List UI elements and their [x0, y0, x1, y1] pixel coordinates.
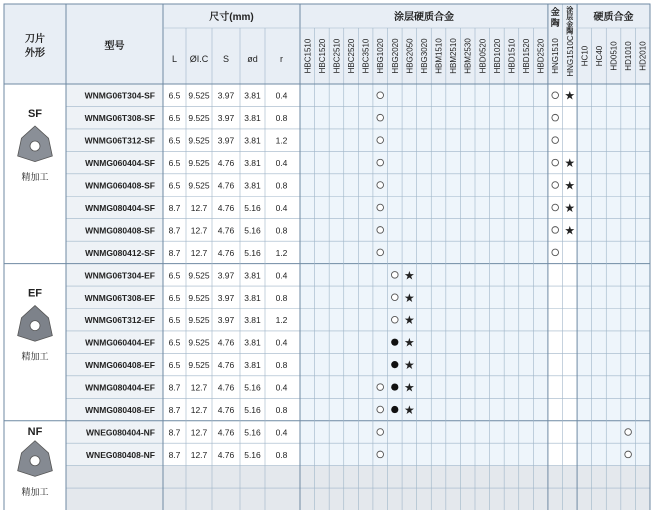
coated-cermet-header-0: 涂 — [566, 7, 574, 14]
dim-header-3: ød — [247, 54, 258, 64]
dim-cell: 0.8 — [275, 405, 288, 416]
star-mark: ★ — [403, 335, 415, 350]
dim-cell: 9.525 — [188, 270, 210, 281]
filled-circle-mark — [391, 383, 398, 390]
model-cell: WNMG080408-EF — [85, 405, 155, 416]
open-circle-mark — [377, 114, 384, 121]
open-circle-mark — [377, 92, 384, 99]
dim-cell: 8.7 — [168, 382, 181, 393]
dim-cell: 3.97 — [217, 270, 235, 281]
model-cell: WNMG060404-EF — [85, 337, 155, 348]
dim-cell: 9.525 — [188, 113, 210, 124]
star-mark: ★ — [564, 156, 576, 171]
open-circle-mark — [552, 159, 559, 166]
dim-cell: 1.2 — [275, 247, 288, 258]
open-circle-mark — [391, 316, 398, 323]
dim-header-2: S — [222, 54, 230, 64]
dim-cell: 12.7 — [190, 449, 208, 460]
model-cell: WNEG080404-NF — [86, 427, 155, 438]
model-cell: WNMG06T308-EF — [84, 292, 155, 303]
dim-cell: 8.7 — [168, 202, 181, 213]
model-cell: WNMG080404-EF — [85, 382, 155, 393]
star-mark: ★ — [403, 358, 415, 373]
dim-cell: 0.4 — [275, 337, 288, 348]
dim-cell: 8.7 — [168, 427, 181, 438]
dim-cell: 3.97 — [217, 90, 235, 101]
dim-cell: 0.4 — [275, 270, 288, 281]
dim-cell: 0.4 — [275, 202, 288, 213]
dim-cell: 9.525 — [188, 292, 210, 303]
dim-cell: 5.16 — [244, 225, 261, 236]
filled-circle-mark — [391, 339, 398, 346]
grade-header-hbd1520: HBD1520 — [522, 38, 532, 74]
group-code-nf: NF — [27, 425, 43, 438]
open-circle-mark — [377, 384, 384, 391]
dim-cell: 3.81 — [244, 90, 261, 101]
dim-cell: 8.7 — [168, 225, 181, 236]
star-mark: ★ — [403, 403, 415, 418]
model-cell: WNMG06T304-SF — [84, 90, 155, 101]
dim-header-4: r — [280, 54, 283, 64]
dim-cell: 3.81 — [244, 292, 261, 303]
dim-cell: 8.7 — [168, 405, 181, 416]
dim-cell: 3.81 — [244, 337, 261, 348]
dim-cell: 0.8 — [275, 292, 288, 303]
star-mark: ★ — [403, 380, 415, 395]
dim-cell: 0.4 — [275, 382, 288, 393]
model-cell: WNMG06T304-EF — [84, 270, 155, 281]
coated-group-header: 涂层硬质合金 — [393, 12, 454, 23]
dim-cell: 5.16 — [244, 405, 261, 416]
grade-header-hbg3020: HBG3020 — [419, 38, 429, 74]
open-circle-mark — [552, 204, 559, 211]
open-circle-mark — [377, 406, 384, 413]
open-circle-mark — [377, 182, 384, 189]
dim-cell: 0.8 — [275, 113, 288, 124]
dim-cell: 4.76 — [217, 225, 235, 236]
dim-cell: 4.76 — [217, 337, 235, 348]
dim-header-1: ØI.C — [189, 54, 209, 64]
insert-hole-icon — [30, 141, 40, 151]
open-circle-mark — [552, 249, 559, 256]
dim-header-0: L — [171, 54, 178, 64]
coated-cermet-header-1: 层 — [566, 14, 574, 22]
dim-cell: 4.76 — [217, 405, 235, 416]
dim-cell: 4.76 — [217, 449, 235, 460]
dim-cell: 6.5 — [168, 292, 181, 303]
open-circle-mark — [377, 137, 384, 144]
grade-header-hbg1020: HBG1020 — [376, 38, 386, 74]
dim-cell: 9.525 — [188, 158, 210, 169]
shape-header-line1: 刀片 — [25, 34, 45, 45]
group-finish-label: 精加工 — [21, 486, 49, 497]
model-cell: WNEG080408-NF — [86, 449, 155, 460]
open-circle-mark — [377, 159, 384, 166]
open-circle-mark — [625, 451, 632, 458]
grade-header-hd1010: HD1010 — [624, 41, 634, 71]
dim-cell: 4.76 — [217, 158, 235, 169]
dim-cell: 0.8 — [275, 225, 288, 236]
grade-header-hbc2520: HBC2520 — [347, 38, 357, 74]
grade-header-hbd1510: HBD1510 — [507, 38, 517, 74]
dim-cell: 12.7 — [190, 427, 208, 438]
grade-header-hbd0520: HBD0520 — [478, 38, 488, 74]
dim-cell: 12.7 — [190, 225, 208, 236]
grade-header-hbg2020: HBG2020 — [390, 38, 400, 74]
grade-header-hbc1510: HBC1510 — [303, 38, 313, 74]
dim-cell: 3.97 — [217, 135, 235, 146]
star-mark: ★ — [564, 200, 576, 215]
dim-cell: 9.525 — [188, 90, 210, 101]
group-finish-label: 精加工 — [21, 172, 49, 182]
model-cell: WNMG06T308-SF — [84, 113, 155, 124]
open-circle-mark — [391, 294, 398, 301]
insert-hole-icon — [30, 456, 40, 466]
dim-cell: 5.16 — [244, 202, 261, 213]
dim-cell: 6.5 — [168, 158, 181, 169]
model-cell: WNMG080408-SF — [85, 225, 155, 236]
dim-cell: 0.8 — [275, 180, 288, 191]
dim-cell: 8.7 — [168, 449, 181, 460]
dim-cell: 4.76 — [217, 427, 235, 438]
open-circle-mark — [552, 114, 559, 121]
dim-cell: 3.81 — [244, 158, 261, 169]
dim-cell: 12.7 — [190, 247, 208, 258]
dim-cell: 9.525 — [188, 135, 210, 146]
filled-circle-mark — [391, 361, 398, 368]
dim-cell: 3.81 — [244, 135, 261, 146]
dim-cell: 0.4 — [275, 90, 288, 101]
grade-header-hbm2530: HBM2530 — [463, 38, 473, 74]
dims-group-header: 尺寸(mm) — [209, 12, 254, 23]
open-circle-mark — [625, 429, 632, 436]
star-mark: ★ — [564, 88, 576, 103]
grade-header-hbd2520: HBD2520 — [536, 38, 546, 74]
coated-cermet-header-3: 陶 — [566, 28, 574, 36]
star-mark: ★ — [564, 178, 576, 193]
model-cell: WNMG060404-SF — [85, 158, 155, 169]
open-circle-mark — [552, 92, 559, 99]
grade-header-hc40: HC40 — [594, 45, 604, 67]
dim-cell: 4.76 — [217, 382, 235, 393]
grade-header-hbc1520: HBC1520 — [317, 38, 327, 74]
grade-header-hng1510c: HNG1510C — [565, 35, 575, 77]
dim-cell: 6.5 — [168, 315, 181, 326]
grade-header-hd0510: HD0510 — [609, 41, 619, 71]
dim-cell: 3.97 — [217, 315, 235, 326]
dim-cell: 9.525 — [188, 360, 210, 371]
grade-header-hbc2510: HBC2510 — [332, 38, 342, 74]
model-cell: WNMG080412-SF — [85, 247, 155, 258]
dim-cell: 3.81 — [244, 113, 261, 124]
dim-cell: 3.81 — [244, 180, 261, 191]
cermet-header-line2: 陶 — [550, 18, 560, 28]
open-circle-mark — [391, 272, 398, 279]
grade-header-hbm1510: HBM1510 — [434, 38, 444, 74]
dim-cell: 0.4 — [275, 158, 288, 169]
dim-cell: 12.7 — [190, 202, 208, 213]
open-circle-mark — [377, 429, 384, 436]
dim-cell: 4.76 — [217, 360, 235, 371]
dim-cell: 5.16 — [244, 427, 261, 438]
dim-cell: 1.2 — [275, 315, 288, 326]
dim-cell: 6.5 — [168, 270, 181, 281]
dim-cell: 6.5 — [168, 337, 181, 348]
model-cell: WNMG06T312-EF — [84, 315, 155, 326]
dim-cell: 3.81 — [244, 360, 261, 371]
dim-cell: 4.76 — [217, 202, 235, 213]
star-mark: ★ — [403, 268, 415, 283]
open-circle-mark — [552, 137, 559, 144]
dim-cell: 5.16 — [244, 449, 261, 460]
model-cell: WNMG080404-SF — [85, 202, 155, 213]
model-cell: WNMG060408-EF — [85, 360, 155, 371]
dim-cell: 3.97 — [217, 113, 235, 124]
dim-cell: 8.7 — [168, 247, 181, 258]
filled-circle-mark — [391, 406, 398, 413]
star-mark: ★ — [403, 313, 415, 328]
group-finish-label: 精加工 — [21, 351, 49, 362]
open-circle-mark — [377, 227, 384, 234]
grade-header-hng1510: HNG1510 — [551, 38, 561, 74]
open-circle-mark — [377, 451, 384, 458]
dim-cell: 9.525 — [188, 315, 210, 326]
dim-cell: 6.5 — [168, 113, 181, 124]
dim-cell: 9.525 — [188, 180, 210, 191]
star-mark: ★ — [403, 290, 415, 305]
dim-cell: 5.16 — [244, 247, 261, 258]
dim-cell: 3.81 — [244, 315, 261, 326]
dim-cell: 4.76 — [217, 247, 235, 258]
open-circle-mark — [552, 227, 559, 234]
model-cell: WNMG06T312-SF — [84, 135, 155, 146]
dim-cell: 0.8 — [275, 449, 288, 460]
open-circle-mark — [552, 182, 559, 189]
dim-cell: 12.7 — [190, 405, 208, 416]
dim-cell: 4.76 — [217, 180, 235, 191]
dim-cell: 1.2 — [275, 135, 288, 146]
dim-cell: 6.5 — [168, 180, 181, 191]
model-header: 型号 — [104, 41, 125, 52]
grade-header-hc10: HC10 — [580, 45, 590, 67]
grade-header-hbg2050: HBG2050 — [405, 38, 415, 74]
grade-header-hd2010: HD2010 — [638, 41, 648, 71]
dim-cell: 9.525 — [188, 337, 210, 348]
shape-header-line2: 外形 — [25, 48, 45, 59]
dim-cell: 6.5 — [168, 90, 181, 101]
group-code-sf: SF — [27, 108, 43, 120]
grade-header-hbc3510: HBC3510 — [361, 38, 371, 74]
model-cell: WNMG060408-SF — [85, 180, 155, 191]
grade-header-hbd1020: HBD1020 — [492, 38, 502, 74]
coated-cermet-header-2: 金 — [566, 21, 574, 29]
open-circle-mark — [377, 204, 384, 211]
dim-cell: 3.81 — [244, 270, 261, 281]
group-code-ef: EF — [27, 287, 43, 300]
carbide-group-header: 硬质合金 — [593, 12, 634, 23]
dim-cell: 5.16 — [244, 382, 261, 393]
open-circle-mark — [377, 249, 384, 256]
dim-cell: 0.8 — [275, 360, 288, 371]
insert-hole-icon — [30, 321, 40, 331]
dim-cell: 12.7 — [190, 382, 208, 393]
dim-cell: 0.4 — [275, 427, 288, 438]
star-mark: ★ — [564, 223, 576, 238]
dim-cell: 6.5 — [168, 360, 181, 371]
cermet-header-line1: 金 — [550, 7, 560, 17]
dim-cell: 3.97 — [217, 292, 235, 303]
dim-cell: 6.5 — [168, 135, 181, 146]
grade-header-hbm2510: HBM2510 — [449, 38, 459, 74]
